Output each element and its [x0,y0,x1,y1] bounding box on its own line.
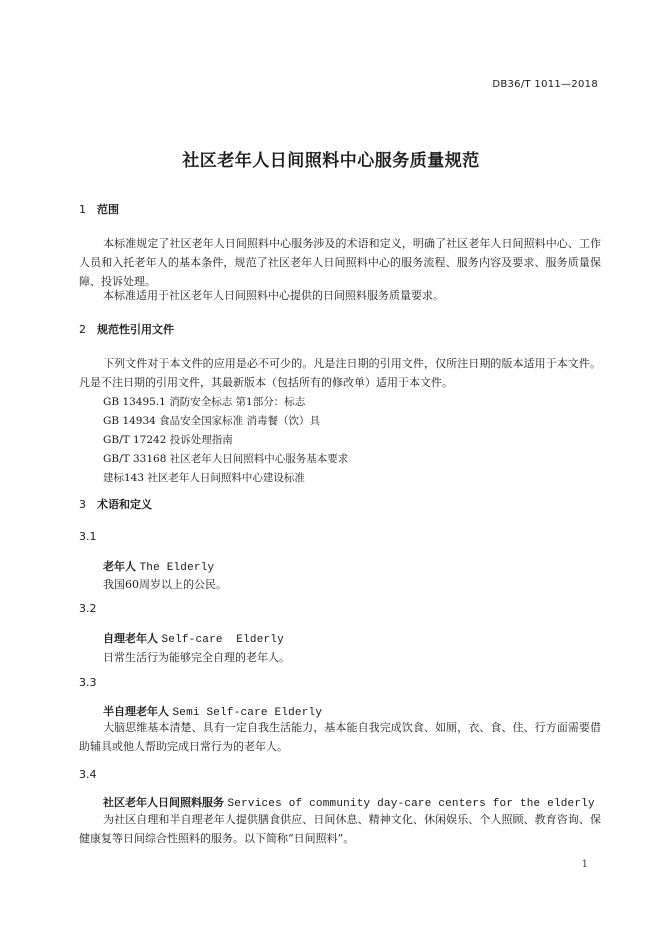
scope-paragraph-1 [79,234,601,291]
term-heading [103,630,284,646]
term-definition: 我国60周岁以上的公民。 [103,578,227,591]
standard-code: DB36/T 1011—2018 [492,79,598,90]
document-title: 社区老年人日间照料中心服务质量规范 [182,151,480,171]
section-3-heading [79,496,152,512]
term-en: Services of community day-care centers for the elderly [227,798,595,810]
term-zh: 自理老年人 [103,632,158,645]
term-definition [79,718,601,756]
references-intro [79,354,601,392]
section-title: 规范性引用文件 [97,323,174,336]
paragraph-text: 本标准规定了社区老年人日间照料中心服务涉及的术语和定义，明确了社区老年人日间照料中心、工作人员和入托老年人的基本条件，规范了社区老年人日间照料中心的服务流程、服务内容及要求、服务质量保障、投诉处理。 [79,237,601,288]
section-title: 范围 [97,203,119,216]
term-number: 3.1 [79,530,97,543]
term-heading [103,794,595,810]
reference-item: GB/T 17242 投诉处理指南 [103,434,233,446]
reference-item: GB 14934 食品安全国家标准 消毒餐（饮）具 [103,415,321,427]
paragraph-text: 本标准适用于社区老年人日间照料中心提供的日间照料服务质量要求。 [103,289,444,302]
reference-item: GB 13495.1 消防安全标志 第1部分：标志 [103,396,306,408]
page-number: 1 [581,859,588,870]
section-number: 3 [79,498,86,511]
section-2-heading [79,321,174,337]
term-definition [79,810,601,848]
term-en: The Elderly [139,562,215,574]
term-zh: 老年人 [103,560,136,573]
term-zh: 半自理老年人 [103,705,169,718]
term-en: Semi Self-care Elderly [172,707,323,719]
reference-item: 建标143 社区老年人日间照料中心建设标准 [103,472,305,484]
term-number: 3.4 [79,768,97,781]
term-definition: 日常生活行为能够完全自理的老年人。 [103,651,290,664]
term-zh: 社区老年人日间照料服务 [103,796,224,809]
section-title: 术语和定义 [97,498,152,511]
paragraph-text: 大脑思维基本清楚、具有一定自我生活能力，基本能自我完成饮食、如厕，衣、食、住、行方面需要借助辅具或他人帮助完成日常行为的老年人。 [79,721,601,753]
paragraph-text: 下列文件对于本文件的应用是必不可少的。凡是注日期的引用文件，仅所注日期的版本适用于本文件。凡是不注日期的引用文件，其最新版本（包括所有的修改单）适用于本文件。 [79,357,601,389]
section-number: 1 [79,203,86,216]
paragraph-text: 为社区自理和半自理老年人提供膳食供应、日间休息、精神文化、休闲娱乐、个人照顾、教育咨询、保健康复等日间综合性照料的服务。以下简称“日间照料”。 [79,813,601,845]
scope-paragraph-2 [79,286,601,305]
term-heading [103,703,322,719]
section-number: 2 [79,323,86,336]
term-heading [103,558,214,574]
term-number: 3.2 [79,602,97,615]
section-1-heading [79,201,119,217]
reference-item: GB/T 33168 社区老年人日间照料中心服务基本要求 [103,453,349,465]
term-en: Self-care Elderly [161,634,284,646]
term-number: 3.3 [79,676,97,689]
